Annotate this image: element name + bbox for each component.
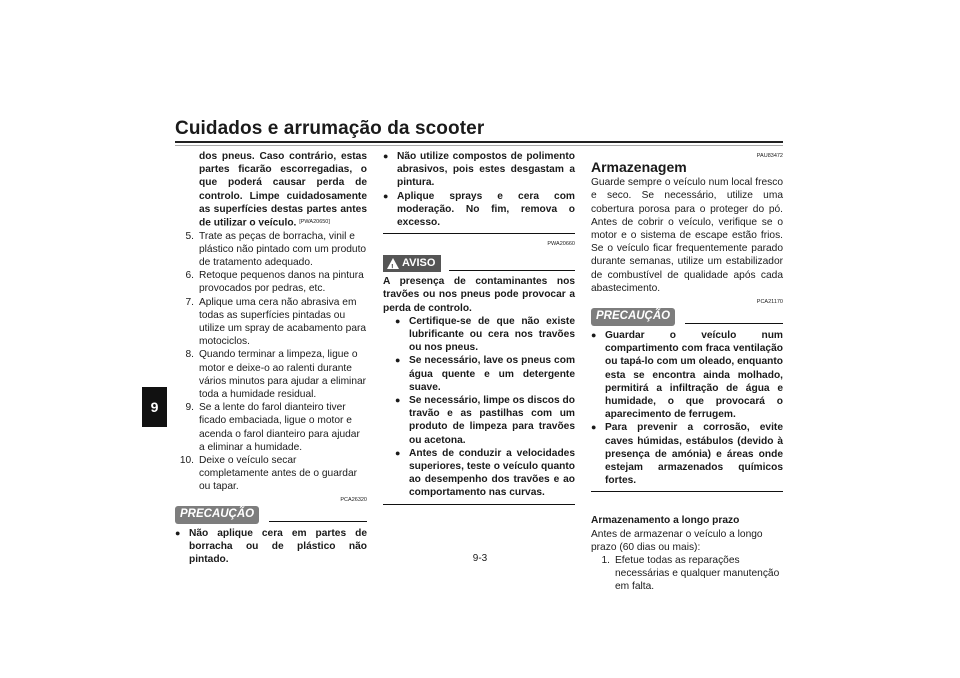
caution-code: PCA26320 bbox=[340, 496, 367, 503]
notice-bullet-text: Se necessário, limpe os discos do travão e as pastilhas com um produto de limpeza para travões ou acetona. bbox=[409, 395, 575, 446]
notice-bullets bbox=[383, 315, 575, 500]
section-code: PAU83472 bbox=[756, 153, 783, 159]
bullet-dot-icon: ● bbox=[383, 190, 389, 201]
step-item bbox=[175, 296, 367, 349]
step-text: Quando terminar a limpeza, ligue o motor e deixe-o ao ralenti durante vários minutos para ajudar a eliminar toda a humidade residual. bbox=[199, 349, 367, 400]
step-text: Se a lente do farol dianteiro tiver ficado embaciada, ligue o motor e acenda o farol dianteiro para ajudar a eliminar a humidade. bbox=[199, 402, 360, 453]
page-title: Cuidados e arrumação da scooter bbox=[175, 118, 485, 139]
step-text: Efetue todas as reparações necessárias e qualquer manutenção em falta. bbox=[615, 555, 780, 593]
notice-header bbox=[383, 254, 575, 272]
column-2 bbox=[383, 150, 575, 505]
long-term-heading: Armazenamento a longo prazo bbox=[591, 515, 740, 527]
step-item bbox=[175, 348, 367, 401]
caution-bullet bbox=[591, 329, 783, 421]
column-3 bbox=[591, 150, 783, 594]
step-number: 9. bbox=[185, 402, 194, 414]
caution-bullet-text: Guardar o veículo num compartimento com fraca ventilação ou tapá-lo com um oleado, enquanto esta se encontra ainda molhado, permitirá a infiltração de água e humidade, o que provocará o aparecimento de ferrugem. bbox=[605, 330, 783, 421]
caution-header bbox=[591, 308, 783, 326]
bullet-dot-icon: ● bbox=[395, 355, 401, 366]
warning-triangle-icon: ! bbox=[387, 258, 399, 269]
caution-end-rule bbox=[591, 491, 783, 492]
caution-rule bbox=[685, 323, 783, 324]
step-item bbox=[175, 401, 367, 454]
step-number: 10. bbox=[179, 454, 194, 466]
step-text: Deixe o veículo secar completamente antes de o guardar ou tapar. bbox=[199, 454, 358, 493]
step-number: 1. bbox=[601, 555, 610, 567]
notice-bullet bbox=[395, 315, 575, 355]
notice-bullet-text: Se necessário, lave os pneus com água quente e um detergente suave. bbox=[409, 355, 575, 393]
step-item bbox=[175, 454, 367, 494]
notice-bullet bbox=[395, 394, 575, 447]
bullet-dot-icon: ● bbox=[395, 395, 401, 406]
caution-label: PRECAUÇÃO bbox=[175, 506, 259, 524]
caution-bullet-text: Para prevenir a corrosão, evite caves húmidas, estábulos (devido à presença de amónia) e áreas onde estejam armazenados químicos fortes. bbox=[605, 422, 783, 487]
notice-label-text: AVISO bbox=[402, 256, 436, 269]
caution-bullet-text: Aplique sprays e cera com moderação. No fim, remova o excesso. bbox=[397, 190, 575, 229]
step-text: Trate as peças de borracha, vinil e plástico não pintado com um produto de tratamento adequado. bbox=[199, 230, 367, 268]
caution-code: PCA21170 bbox=[756, 299, 783, 306]
bullet-dot-icon: ● bbox=[395, 315, 401, 326]
step-number: 8. bbox=[185, 349, 194, 361]
title-rule-thin bbox=[175, 145, 783, 146]
step-text: Retoque pequenos danos na pintura provocados por pedras, etc. bbox=[199, 270, 364, 295]
cleaning-steps bbox=[175, 230, 367, 494]
caution-bullets bbox=[591, 329, 783, 487]
continued-warning-text: dos pneus. Caso contrário, estas partes ficarão escorregadias, o que poderá causar perda de controlo. Limpe cuidadosamente as superfícies destas partes antes de utilizar o veículo. bbox=[199, 151, 367, 229]
notice-rule bbox=[449, 270, 575, 271]
notice-bullet-text: Certifique-se de que não existe lubrificante ou cera nos travões ou nos pneus. bbox=[409, 315, 575, 354]
step-number: 5. bbox=[185, 230, 194, 242]
caution-bullet bbox=[383, 150, 575, 190]
caution-bullet bbox=[591, 421, 783, 487]
step-number: 6. bbox=[185, 270, 194, 282]
notice-bullet bbox=[395, 354, 575, 394]
caution-end-rule bbox=[383, 233, 575, 234]
title-rule bbox=[175, 141, 783, 143]
step-text: Aplique uma cera não abrasiva em todas as superfícies pintadas ou utilize um spray de acabamento para motociclos. bbox=[199, 296, 367, 348]
caution-bullet bbox=[383, 190, 575, 230]
bullet-dot-icon: ● bbox=[383, 151, 389, 161]
caution-bullet-text: Não aplique cera em partes de borracha ou de plástico não pintado. bbox=[189, 527, 367, 565]
section-title-armazenagem: Armazenagem bbox=[591, 159, 687, 175]
notice-intro: A presença de contaminantes nos travões ou nos pneus pode provocar a perda de controlo. bbox=[383, 276, 575, 314]
step-number: 7. bbox=[185, 296, 194, 308]
notice-label bbox=[383, 255, 441, 272]
caution-bullet-text: Não utilize compostos de polimento abrasivos, pois estes desgastam a pintura. bbox=[397, 151, 575, 189]
bullet-dot-icon: ● bbox=[175, 527, 181, 538]
bullet-dot-icon: ● bbox=[591, 422, 597, 433]
notice-bullet-text: Antes de conduzir a velocidades superiores, teste o veículo quanto ao desempenho dos travões e ao comportamento nas curvas. bbox=[409, 447, 575, 499]
caution-header bbox=[175, 506, 367, 524]
caution-label: PRECAUÇÃO bbox=[591, 308, 675, 326]
storage-text: Guarde sempre o veículo num local fresco e seco. Se necessário, utilize uma cobertura porosa para o proteger do pó. Antes de cobrir o veículo, verifique se o motor e o sistema de escape estão frios. Se o veículo ficar frequentemente parado durante semanas, utilize um estabilizador de combustível de qualidade após cada abastecimento. bbox=[591, 177, 783, 294]
caution-bullets-continued bbox=[383, 150, 575, 229]
warning-code: [PWA20650] bbox=[299, 219, 330, 226]
notice-end-rule bbox=[383, 504, 575, 505]
notice-code: PWA20660 bbox=[547, 241, 575, 248]
column-1 bbox=[175, 150, 367, 566]
long-term-intro: Antes de armazenar o veículo a longo prazo (60 dias ou mais): bbox=[591, 528, 763, 553]
step-item bbox=[175, 230, 367, 270]
bullet-dot-icon: ● bbox=[395, 447, 401, 458]
bullet-dot-icon: ● bbox=[591, 330, 597, 341]
page-number: 9-3 bbox=[472, 553, 488, 564]
notice-bullet bbox=[395, 447, 575, 500]
continued-warning bbox=[175, 150, 367, 230]
chapter-tab: 9 bbox=[142, 387, 167, 427]
caution-rule bbox=[269, 521, 367, 522]
step-item bbox=[175, 269, 367, 295]
